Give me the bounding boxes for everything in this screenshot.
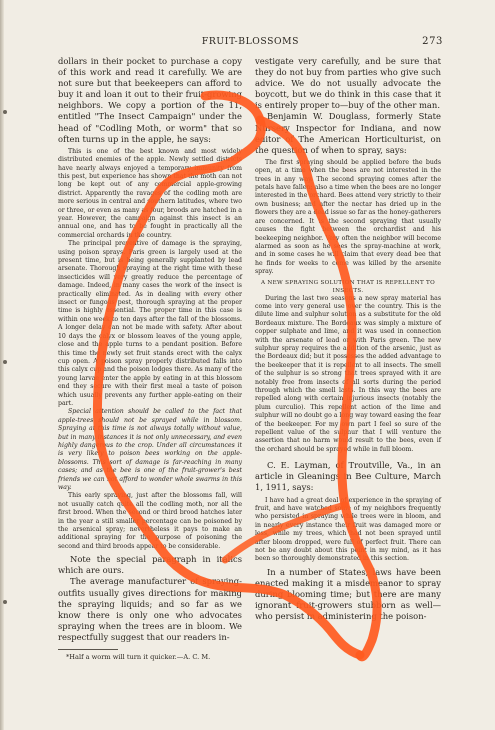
- binding-hole: [3, 600, 7, 604]
- quoted-paragraph: During the last two seasons a new spray material has come into very general use over the country. This is the dilute lime and sulphur solution as a substitute for the old Bordeaux mixture. The Bordeaux was simply a mixture of copper sulphate and lime, and it was used in connection with the arsenate of lead or with Paris green. The new sulphur spray requires the addition of the arsenic, just as the Bordeaux did; but it possesses the added advantage to the beekeeper that it is repellent to all insects. The smell of the sulphur is so strong that trees sprayed with it are notably free from insects of all sorts during the period through which the smell lasts. In this way the bees are repelled along with certain injurious insects (notably the plum curculio). This repellent action of the lime and sulphur will no doubt go a long way toward easing the fear of the beekeeper. For my own part I feel so sure of the repellent value of the sulphur that I will venture the assertion that no harm would result to the bees, even if the orchard should be sprayed while in full bloom.: [255, 294, 441, 453]
- quoted-paragraph: I have had a great deal of experience in the spraying of fruit, and have watched some of my neighbors frequently who persisted in spraying while trees were in bloom, and in nearly every instance their fruit was damaged more or less, while my trees, which had not been sprayed until after bloom dropped, were full of perfect fruit. There can not be any doubt about this point in my mind, as it has been so thoroughly demonstrated in this section.: [255, 496, 441, 563]
- binding-hole: [3, 360, 7, 364]
- running-header: [58, 36, 443, 50]
- page-number: 273: [422, 36, 443, 47]
- quoted-paragraph: The first spraying should be applied before the buds open, at a time when the bees are not interested in the trees in any way. The second spraying comes after the petals have fallen; also a time when the bees are no longer interested in the orchard. Bees attend very strictly to their own business; and after the nectar has dried up in the flowers they are a dead issue so far as the honey-gatherers are concerned. It is the second spraying that usually causes the fight between the orchardist and his beekeeping neighbor. Very often the neighbor will become alarmed as soon as he sees the spray-machine at work, and in some cases he will claim that every dead bee that he finds for weeks to come was killed by the arsenite spray.: [255, 158, 441, 276]
- paragraph: The average manufacturer of spraying-outfits usually gives directions for making the spraying liquids; and so far as we know there is only one who advocates spraying when the trees are in bloom. We respectfully suggest that our readers in-: [58, 576, 242, 642]
- left-column: [58, 56, 242, 661]
- right-column: [255, 56, 441, 622]
- paragraph: dollars in their pocket to purchase a copy of this work and read it carefully. We are not sure but that beekeepers can afford to buy it and loan it out to their fruit-growing neighbors. We copy a portion of the 11, entitled "The Insect Campaign" under the head of "Codling Moth, or worm" that so often turns up in the apple, he says:: [58, 56, 242, 144]
- paragraph: Note the special paragraph in italics which are ours.: [58, 554, 242, 576]
- quoted-paragraph: This early spraying, just after the blossoms fall, will not usually catch quite all the codling moth, nor all the first brood. When the second or third brood hatches later in the year a still smaller percentage can be poisoned by the arsenical spray; nevertheless it pays to make an additional spraying for the purpose of poisoning the second and third broods appear to be considerable.: [58, 492, 242, 550]
- paragraph: C. E. Layman, of Troutville, Va., in an article in Gleanings in Bee Culture, March 1, 1911, says:: [255, 460, 441, 493]
- running-title: FRUIT-BLOSSOMS: [201, 36, 300, 47]
- quoted-paragraph: The principal preventive of damage is the spraying, using poison sprays. Paris green is largely used at the present time, but is being generally supplanted by lead arsenate. Thorough spraying at the right time with these insecticides will very greatly reduce the percentage of damage. Indeed, in many cases the work of the insect is practically eliminated. As in dealing with every other insect or fungous pest, thorough spraying at the proper time is highly essential. The proper time in this case is within one week to ten days after the fall of the blossoms. A longer delay can not be made with safety. After about 10 days the calyx or blossom leaves of the young apple, close and the apple turns to a pendant position. Before this time the newly set fruit stands erect with the calyx cup open. A poison spray properly distributed falls into this calyx cup and the poison lodges there. As many of the young larvae enter the apple by eating in at this blossom end they secure with their first meal a taste of poison which usually prevents any further apple-eating on their part.: [58, 240, 242, 407]
- quoted-paragraph: This is one of the best known and most widely distributed enemies of the apple. Newly settled districts have nearly always enjoyed a temporary immunity from this pest, but experience has shown that the moth can not long be kept out of any commercial apple-growing district. Apparently the ravages of the codling moth are more serious in central and southern latitudes, where two or three, or even as many as four, broods are hatched in a year. However, the campaign against this insect is an annual one, and has to be fought in practically all the commercial orchards in the country.: [58, 147, 242, 239]
- footnote-rule: [58, 649, 118, 650]
- paragraph: In a number of States, laws have been enacted making it a misdemeanor to spray during blooming time; but there are many ignorant fruit-growers stubborn as well—who persist in administering the poison-: [255, 566, 441, 622]
- binding-hole: [3, 110, 7, 114]
- page-binding-edge: [0, 0, 4, 730]
- paragraph: Benjamin W. Douglass, formerly State Nursery Inspector for Indiana, and now editor of The American Horticulturist, on the question of when to spray, says:: [255, 111, 441, 155]
- quoted-paragraph-italic: Special attention should be called to the fact that apple-trees should not be sprayed while in blossom. Spraying at this time is not always totally without value, but in many instances it is not only unnecessary, and even highly dangerous to the crop. Under all circumstances it is very likely to poison bees working on the apple-blossoms. This sort of damage is far-reaching in many cases; and as the bee is one of the fruit-grower's best friends we can not afford to wonder whole swarms in this way.: [58, 408, 242, 491]
- paragraph: vestigate very carefully, and be sure that they do not buy from parties who give such advice. We do not usually advocate the boycott, but we do think in this case that it is entirely proper to—buy of the other man.: [255, 56, 441, 111]
- footnote: *Half a worm will turn it quicker.—A. C. M.: [66, 653, 211, 661]
- section-subheading: A NEW SPRAYING SOLUTION THAT IS REPELLENT TO INSECTS.: [261, 279, 435, 294]
